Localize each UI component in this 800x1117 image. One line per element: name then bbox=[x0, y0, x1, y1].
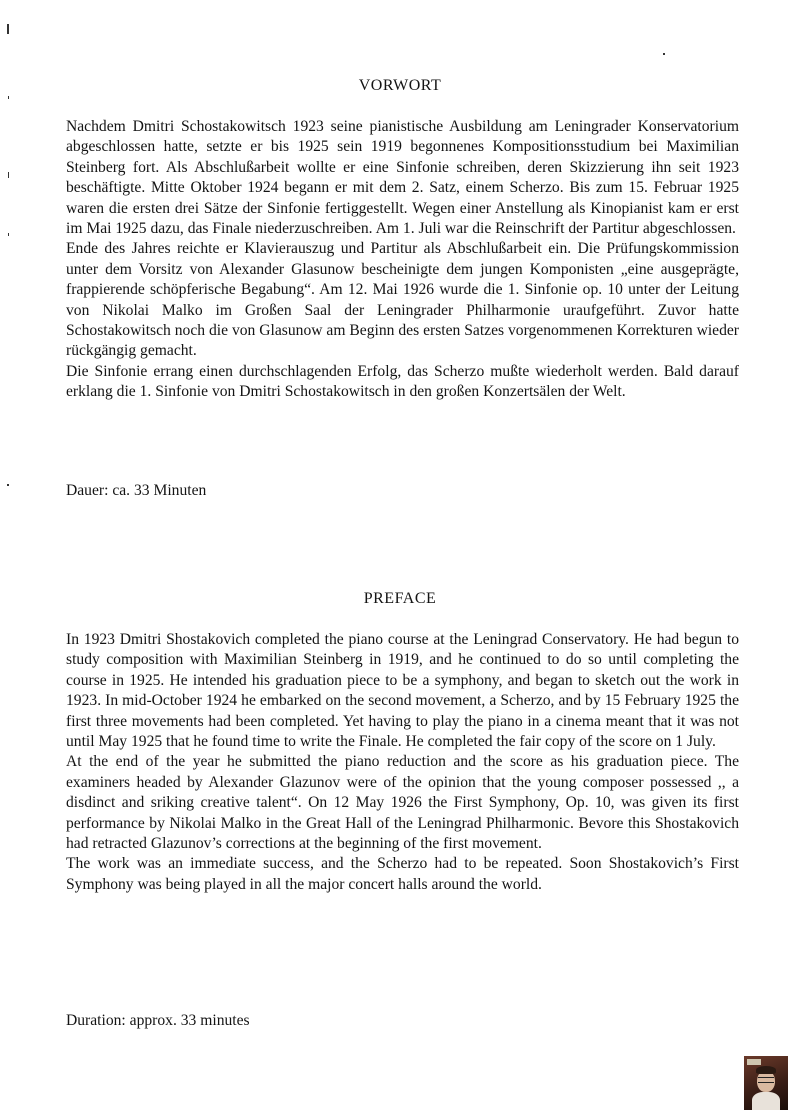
preface-body bbox=[66, 630, 739, 895]
vorwort-body bbox=[66, 117, 739, 403]
vorwort-paragraph: Die Sinfonie errang einen durchschlagenden Erfolg, das Scherzo mußte wiederholt werden. Bald darauf erklang die 1. Sinfonie von Dmitri Schostakowitsch in den großen Konzertsälen der Welt. bbox=[66, 362, 739, 401]
scan-speck bbox=[7, 24, 9, 34]
glasses-icon bbox=[758, 1077, 774, 1083]
vorwort-paragraph: Ende des Jahres reichte er Klavierauszug und Partitur als Abschlußarbeit ein. Die Prüfungskommission unter dem Vorsitz von Alexander Glasunow bescheinigte dem jungen Komponisten „eine ausgeprägte, frappierende schöpferische Begabung“. Am 12. Mai 1926 wurde die 1. Sinfonie op. 10 unter der Leitung von Nikolai Malko im Großen Saal der Leningrader Philharmonie uraufgeführt. Zuvor hatte Schostakowitsch noch die von Glasunow am Beginn des ersten Satzes vorgenommenen Korrekturen wieder rückgängig gemacht. bbox=[66, 240, 739, 360]
scan-speck bbox=[663, 53, 665, 55]
scan-speck bbox=[7, 484, 9, 486]
cover-label bbox=[747, 1059, 761, 1065]
preface-duration: Duration: approx. 33 minutes bbox=[66, 1012, 250, 1029]
scan-speck bbox=[8, 172, 9, 178]
album-cover-thumbnail bbox=[744, 1056, 788, 1110]
cover-figure-hair bbox=[756, 1066, 776, 1074]
vorwort-paragraph: Nachdem Dmitri Schostakowitsch 1923 seine pianistische Ausbildung am Leningrader Konservatorium abgeschlossen hatte, setzte er bis 1925 sein 1919 begonnenes Kompositionsstudium bei Maximilian Steinberg fort. Als Abschlußarbeit wollte er eine Sinfonie schreiben, deren Skizzierung ihn seit 1923 beschäftigte. Mitte Oktober 1924 begann er mit dem 2. Satz, einem Scherzo. Bis zum 15. Februar 1925 waren die ersten drei Sätze der Sinfonie fertiggestellt. Wegen einer Anstellung als Kinopianist kam er erst im Mai 1925 dazu, das Finale niederzuschreiben. Am 1. Juli war die Reinschrift der Partitur abgeschlossen. bbox=[66, 118, 739, 238]
scan-speck bbox=[8, 233, 9, 236]
preface-paragraph: In 1923 Dmitri Shostakovich completed the piano course at the Leningrad Conservatory. He had begun to study composition with Maximilian Steinberg in 1919, and he continued to do so until completing the course in 1925. He intended his graduation piece to be a symphony, and began to sketch out the work in 1923. In mid-October 1924 he embarked on the second movement, a Scherzo, and by 15 February 1925 the first three movements had been completed. Yet having to play the piano in a cinema meant that it was not until May 1925 that he found time to write the Finale. He completed the fair copy of the score on 1 July. bbox=[66, 631, 739, 751]
preface-paragraph: The work was an immediate success, and the Scherzo had to be repeated. Soon Shostakovich’s First Symphony was being played in all the major concert halls around the world. bbox=[66, 855, 739, 893]
cover-figure-shirt bbox=[752, 1092, 780, 1110]
vorwort-duration: Dauer: ca. 33 Minuten bbox=[66, 482, 207, 499]
vorwort-heading: VORWORT bbox=[358, 77, 442, 94]
preface-heading: PREFACE bbox=[363, 590, 437, 607]
preface-paragraph: At the end of the year he submitted the piano reduction and the score as his graduation piece. The examiners headed by Alexander Glazunov were of the opinion that the young composer possessed ,, a disdinct and sriking creative talent“. On 12 May 1926 the First Symphony, Op. 10, was given its first performance by Nikolai Malko in the Great Hall of the Leningrad Philharmonic. Bevore this Shostakovich had retracted Glazunov’s corrections at the beginning of the first movement. bbox=[66, 753, 739, 853]
scan-speck bbox=[8, 96, 9, 99]
